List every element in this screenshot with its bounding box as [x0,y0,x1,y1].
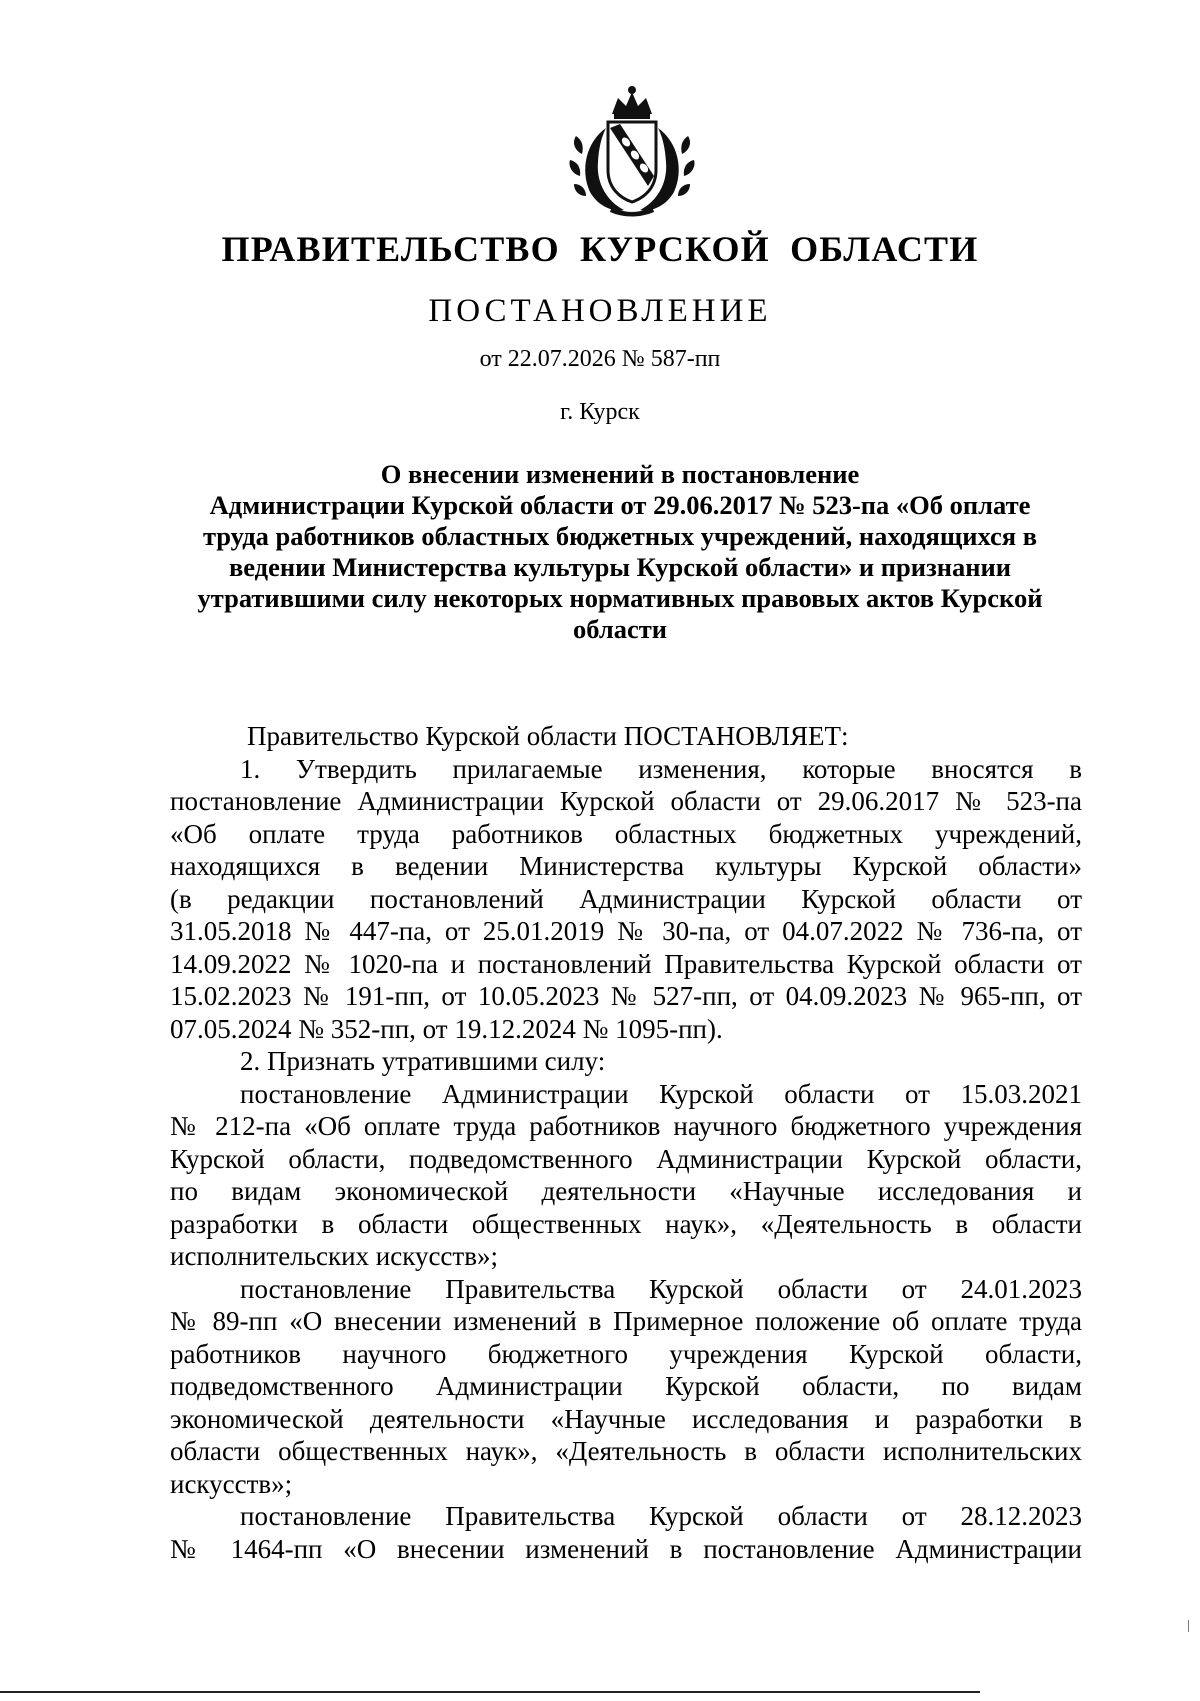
subject-line: области [572,614,667,644]
document-body [170,720,1082,1565]
act-1-line: разработки в области общественных наук», «Деятельность в области [170,1208,1082,1239]
repealed-act-3 [170,1500,1082,1565]
scan-edge-mark [1188,1620,1189,1632]
item-1-line: 31.05.2018 № 447-па, от 25.01.2019 № 30-па, от 04.07.2022 № 736-па, от [170,916,1082,946]
act-2-line: искусств»; [170,1468,293,1499]
item-1-line: 14.09.2022 № 1020-па и постановлений Правительства Курской области от [170,948,1082,979]
subject-line: утратившими силу некоторых нормативных правовых актов Курской [197,583,1043,613]
item-1-line: 15.02.2023 № 191-пп, от 10.05.2023 № 527-пп, от 04.09.2023 № 965-пп, от [170,981,1082,1011]
document-type: ПОСТАНОВЛЕНИЕ [428,293,772,329]
preamble: Правительство Курской области ПОСТАНОВЛЯЕТ: [247,721,849,751]
act-2-line: работников научного бюджетного учреждения Курской области, [170,1338,1082,1369]
subject-line: Администрации Курской области от 29.06.2017 № 523-па «Об оплате [209,490,1031,520]
government-title: ПРАВИТЕЛЬСТВО КУРСКОЙ ОБЛАСТИ [221,229,979,269]
act-3-line: № 1464-пп «О внесении изменений в постановление Администрации [170,1533,1082,1564]
bottom-scan-line [0,1691,980,1693]
subject-line: труда работников областных бюджетных учреждений, находящихся в [202,521,1038,551]
document-date-number: от 22.07.2026 № 587-пп [479,346,721,372]
act-2-line: № 89-пп «О внесении изменений в Примерное положение об оплате труда [170,1306,1082,1336]
item-1-line: (в редакции постановлений Администрации Курской области от [170,883,1082,914]
item-1-line: находящихся в ведении Министерства культуры Курской области» [170,851,1082,881]
act-2-line: области общественных наук», «Деятельность в области исполнительских [170,1436,1082,1466]
act-1-line: по видам экономической деятельности «Научные исследования и [170,1176,1082,1206]
subject-line: О внесении изменений в постановление [380,459,860,489]
act-1-line: исполнительских искусств»; [170,1241,498,1271]
item-1-line: постановление Администрации Курской области от 29.06.2017 № 523-па [170,786,1082,816]
item-1 [170,753,1082,1046]
act-1-line: Курской области, подведомственного Администрации Курской области, [170,1143,1082,1174]
repealed-act-2 [170,1273,1082,1501]
item-1-line: «Об оплате труда работников областных бюджетных учреждений, [170,818,1082,849]
kursk-coat-of-arms-icon [568,84,696,218]
document-subject [160,459,1080,645]
repealed-act-1 [170,1078,1082,1273]
act-1-line: № 212-па «Об оплате труда работников научного бюджетного учреждения [170,1111,1082,1141]
subject-line: ведении Министерства культуры Курской области» и признании [228,552,1012,582]
item-1-line: 1. Утвердить прилагаемые изменения, которые вносятся в [240,753,1082,784]
act-2-line: постановление Правительства Курской области от 24.01.2023 [240,1273,1082,1304]
act-2-line: экономической деятельности «Научные исследования и разработки в [170,1403,1082,1434]
act-1-line: постановление Администрации Курской области от 15.03.2021 [240,1078,1082,1109]
act-3-line: постановление Правительства Курской области от 28.12.2023 [240,1501,1082,1531]
item-2-heading: 2. Признать утратившими силу: [240,1046,606,1076]
document-city: г. Курск [560,399,640,425]
item-1-line: 07.05.2024 № 352-пп, от 19.12.2024 № 1095-пп). [170,1013,723,1044]
act-2-line: подведомственного Администрации Курской области, по видам [170,1371,1082,1401]
